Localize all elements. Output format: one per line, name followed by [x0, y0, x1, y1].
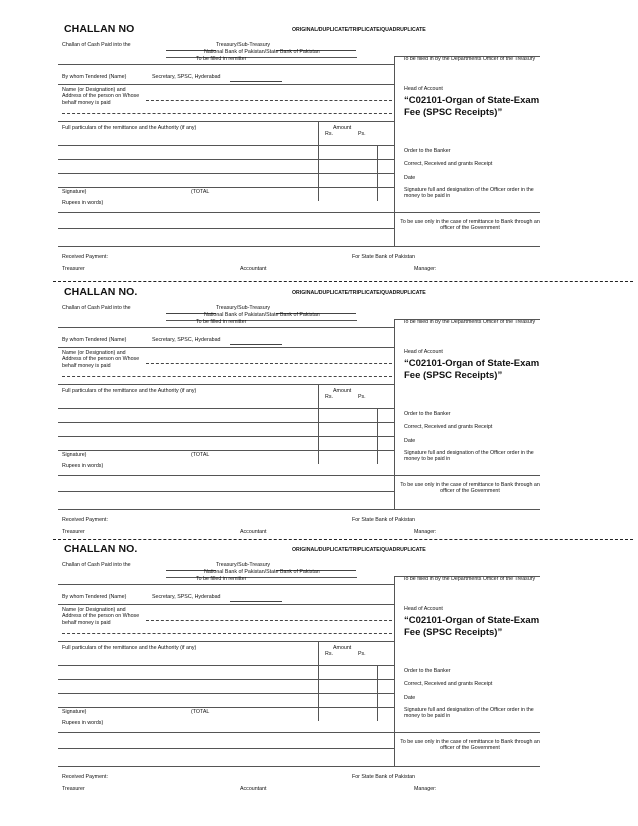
cut-line	[53, 539, 633, 540]
cut-line	[53, 281, 633, 282]
manager-label: Manager:	[414, 266, 437, 272]
person-address-field[interactable]	[62, 376, 392, 377]
person-name-field[interactable]	[146, 620, 392, 621]
rupees-words-field[interactable]	[58, 212, 394, 213]
particulars-label: Full particulars of the remittance and the Authority (if any)	[62, 645, 197, 651]
rupees-words-field[interactable]	[58, 475, 394, 476]
date-label: Date	[404, 695, 416, 701]
signature-officer: Signature full and designation of the Officer order in the money to be paid in	[404, 707, 534, 720]
ps-label: Ps.	[358, 394, 366, 400]
particulars-label: Full particulars of the remittance and the Authority (if any)	[62, 388, 197, 394]
date-label: Date	[404, 175, 416, 181]
cash-paid-label: Challan of Cash Paid into the	[62, 305, 131, 311]
head-of-account-value: “C02101-Organ of State-Exam Fee (SPSC Receipts)”	[404, 615, 540, 638]
person-name-label: Name (or Designation) and Address of the person on Whose behalf money is paid	[62, 607, 140, 626]
amount-label: Amount	[333, 388, 352, 394]
head-of-account-value: “C02101-Organ of State-Exam Fee (SPSC Receipts)”	[404, 358, 540, 381]
particulars-row[interactable]	[58, 693, 394, 694]
tendered-by-value[interactable]: Secretary, SPSC, Hyderabad	[152, 594, 221, 600]
bank-label: National Bank of Pakistan/State Bank of Pakistan	[204, 312, 320, 318]
person-address-field[interactable]	[62, 633, 392, 634]
received-payment-label: Received Payment:	[62, 254, 108, 260]
head-of-account-label: Head of Account	[404, 606, 443, 612]
order-banker: Order to the Banker	[404, 668, 451, 674]
particulars-row[interactable]	[58, 173, 394, 174]
head-of-account-label: Head of Account	[404, 349, 443, 355]
challan-form-3	[0, 520, 638, 792]
amount-label: Amount	[333, 125, 352, 131]
tendered-by-label: By whom Tendered (Name)	[62, 594, 127, 600]
cash-paid-label: Challan of Cash Paid into the	[62, 562, 131, 568]
particulars-row[interactable]	[58, 422, 394, 423]
ps-label: Ps.	[358, 651, 366, 657]
tendered-by-value[interactable]: Secretary, SPSC, Hyderabad	[152, 337, 221, 343]
total-label: (TOTAL	[191, 189, 210, 195]
challan-title: CHALLAN NO.	[64, 543, 138, 555]
bank-label: National Bank of Pakistan/State Bank of Pakistan	[204, 49, 320, 55]
accountant-label: Accountant	[240, 786, 267, 792]
head-of-account-label: Head of Account	[404, 86, 443, 92]
tendered-by-label: By whom Tendered (Name)	[62, 337, 127, 343]
order-banker: Order to the Banker	[404, 148, 451, 154]
treasurer-label: Treasurer	[62, 529, 85, 535]
for-sbp-label: For State Bank of Pakistan	[352, 774, 416, 780]
challan-form-2	[0, 263, 638, 535]
rs-label: Rs.	[325, 394, 333, 400]
remittance-note: To be use only in the case of remittance to Bank through an officer of the Government	[400, 219, 540, 232]
person-name-label: Name (or Designation) and Address of the person on Whose behalf money is paid	[62, 87, 140, 106]
correct-received: Correct, Received and grants Receipt	[404, 681, 493, 687]
rupees-words-field[interactable]	[58, 732, 394, 733]
challan-title: CHALLAN NO	[64, 23, 135, 35]
signature-officer: Signature full and designation of the Officer order in the money to be paid in	[404, 450, 534, 463]
remitter-fill-note: To be filled in remitter	[196, 576, 247, 582]
copy-types: ORIGINAL/DUPLICATE/TRIPLICATE/QUADRUPLICATE	[292, 547, 426, 553]
received-payment-label: Received Payment:	[62, 517, 108, 523]
rupees-words-label: Rupees in words)	[62, 200, 104, 206]
signature-officer: Signature full and designation of the Officer order in the money to be paid in	[404, 187, 534, 200]
rupees-words-label: Rupees in words)	[62, 463, 104, 469]
particulars-row[interactable]	[58, 159, 394, 160]
rs-label: Rs.	[325, 651, 333, 657]
correct-received: Correct, Received and grants Receipt	[404, 161, 493, 167]
copy-types: ORIGINAL/DUPLICATE/TRIPLICATE/QUADRUPLICATE	[292, 290, 426, 296]
signature-label: Signature)	[62, 709, 87, 715]
rs-label: Rs.	[325, 131, 333, 137]
amount-label: Amount	[333, 645, 352, 651]
person-name-label: Name (or Designation) and Address of the person on Whose behalf money is paid	[62, 350, 140, 369]
particulars-row[interactable]	[58, 436, 394, 437]
head-of-account-value: “C02101-Organ of State-Exam Fee (SPSC Receipts)”	[404, 95, 540, 118]
challan-title: CHALLAN NO.	[64, 286, 138, 298]
cash-paid-label: Challan of Cash Paid into the	[62, 42, 131, 48]
for-sbp-label: For State Bank of Pakistan	[352, 254, 416, 260]
tendered-by-label: By whom Tendered (Name)	[62, 74, 127, 80]
treasury-label: Treasury/Sub-Treasury	[216, 42, 271, 48]
rupees-words-label: Rupees in words)	[62, 720, 104, 726]
accountant-label: Accountant	[240, 266, 267, 272]
dept-fill-note: To be filled in by the Departments Officer of the Treasury	[402, 576, 536, 582]
for-sbp-label: For State Bank of Pakistan	[352, 517, 416, 523]
total-label: (TOTAL	[191, 709, 210, 715]
date-label: Date	[404, 438, 416, 444]
received-payment-label: Received Payment:	[62, 774, 108, 780]
dept-fill-note: To be filled in by the Departments Officer of the Treasury	[402, 319, 536, 325]
treasury-label: Treasury/Sub-Treasury	[216, 562, 271, 568]
treasurer-label: Treasurer	[62, 786, 85, 792]
person-name-field[interactable]	[146, 363, 392, 364]
order-banker: Order to the Banker	[404, 411, 451, 417]
remitter-fill-note: To be filled in remitter	[196, 56, 247, 62]
particulars-label: Full particulars of the remittance and the Authority (if any)	[62, 125, 197, 131]
dept-fill-note: To be filled in by the Departments Officer of the Treasury	[402, 56, 536, 62]
remittance-note: To be use only in the case of remittance to Bank through an officer of the Government	[400, 482, 540, 495]
signature-label: Signature)	[62, 189, 87, 195]
remittance-note: To be use only in the case of remittance to Bank through an officer of the Government	[400, 739, 540, 752]
accountant-label: Accountant	[240, 529, 267, 535]
challan-form-1	[0, 0, 638, 272]
tendered-by-value[interactable]: Secretary, SPSC, Hyderabad	[152, 74, 221, 80]
manager-label: Manager:	[414, 529, 437, 535]
particulars-row[interactable]	[58, 679, 394, 680]
signature-label: Signature)	[62, 452, 87, 458]
person-name-field[interactable]	[146, 100, 392, 101]
person-address-field[interactable]	[62, 113, 392, 114]
copy-types: ORIGINAL/DUPLICATE/TRIPLICATE/QUADRUPLICATE	[292, 27, 426, 33]
bank-label: National Bank of Pakistan/State Bank of Pakistan	[204, 569, 320, 575]
correct-received: Correct, Received and grants Receipt	[404, 424, 493, 430]
manager-label: Manager:	[414, 786, 437, 792]
ps-label: Ps.	[358, 131, 366, 137]
treasurer-label: Treasurer	[62, 266, 85, 272]
total-label: (TOTAL	[191, 452, 210, 458]
treasury-label: Treasury/Sub-Treasury	[216, 305, 271, 311]
remitter-fill-note: To be filled in remitter	[196, 319, 247, 325]
